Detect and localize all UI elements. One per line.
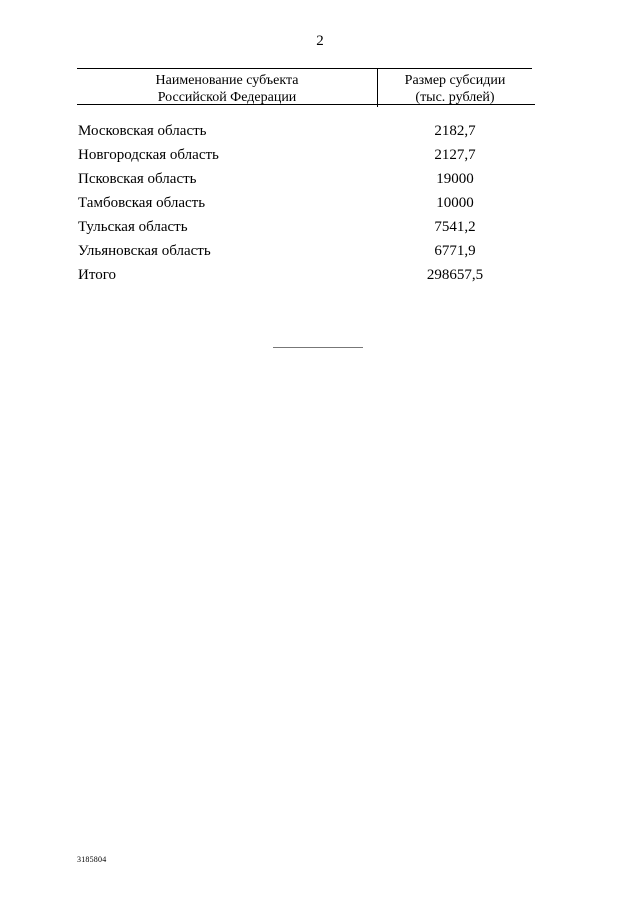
table-row [78,121,538,145]
header-bottom-rule [77,104,535,105]
header-region-name-line2: Российской Федерации [157,90,297,105]
page-number: 2 [316,33,324,49]
subsidy-value: 19000 [436,171,474,187]
table-row [78,217,538,241]
subsidy-value: 2127,7 [434,147,476,163]
region-name: Псковская область [78,171,197,187]
header-subsidy-amount-line1: Размер субсидии [404,73,506,88]
region-name: Тамбовская область [78,195,206,211]
total-label: Итого [78,267,116,283]
table-body [78,121,538,289]
header-region-name-line1: Наименование субъекта [155,73,299,88]
region-name: Ульяновская область [78,243,211,259]
subsidy-value: 10000 [436,195,474,211]
table-row [78,169,538,193]
subsidy-value: 2182,7 [434,123,476,139]
table-row [78,241,538,265]
table-header [77,68,532,107]
header-subsidy-amount-line2: (тыс. рублей) [415,90,495,105]
total-value: 298657,5 [426,267,484,283]
subsidy-value: 7541,2 [434,219,476,235]
header-subsidy-amount [378,72,532,106]
subsidy-value: 6771,9 [434,243,476,259]
document-code: 3185804 [77,855,107,864]
table-row [78,145,538,169]
region-name: Московская область [78,123,207,139]
region-name: Новгородская область [78,147,219,163]
table-row [78,193,538,217]
table-row-total [78,265,538,289]
end-of-document-rule [273,347,363,348]
region-name: Тульская область [78,219,188,235]
header-region-name [77,72,377,106]
